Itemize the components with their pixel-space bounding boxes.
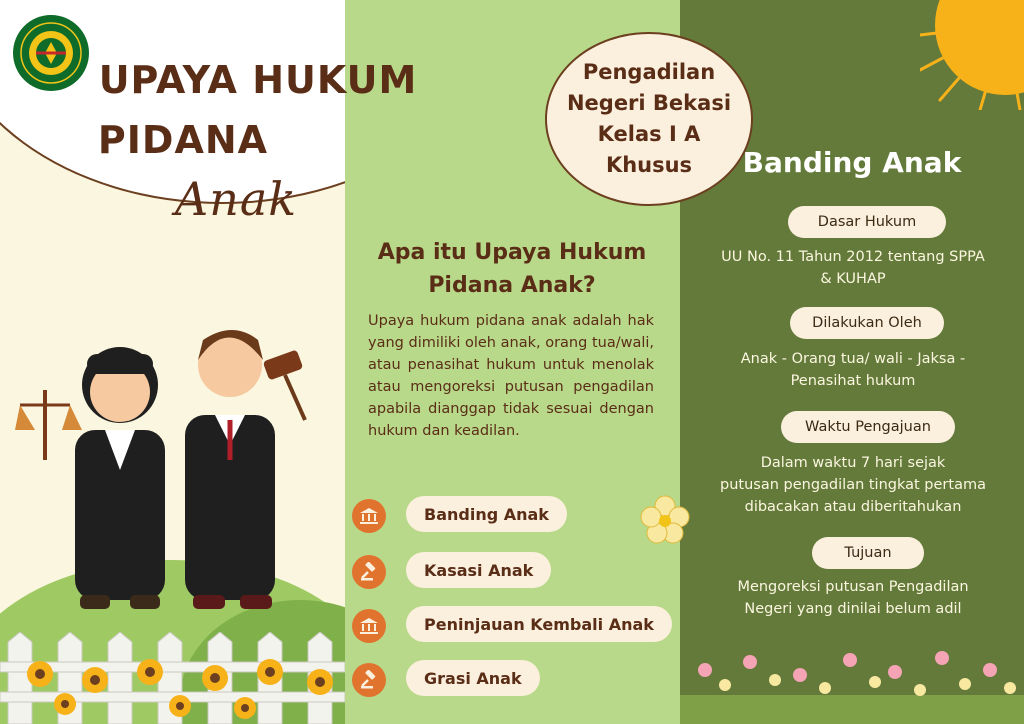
remedy-label: Kasasi Anak	[406, 552, 551, 588]
gavel-icon	[352, 555, 386, 589]
flower-icon	[640, 495, 690, 545]
page-title-line1: UPAYA HUKUM	[98, 58, 418, 102]
flower-garden	[680, 640, 1024, 724]
remedy-item-kasasi[interactable]	[352, 552, 652, 592]
lawyers-illustration	[15, 320, 325, 620]
page-title-line2: PIDANA	[97, 118, 269, 162]
fence-sunflowers	[0, 632, 345, 724]
remedy-label: Peninjauan Kembali Anak	[406, 606, 672, 642]
court-name-badge	[545, 32, 753, 206]
remedy-item-grasi[interactable]	[352, 660, 652, 700]
court-name: Pengadilan Negeri Bekasi Kelas I A Khusus	[566, 60, 732, 177]
section-label-purpose: Tujuan	[812, 537, 924, 569]
sun-icon	[920, 0, 1024, 110]
male-lawyer-figure	[185, 330, 305, 609]
courthouse-icon	[352, 499, 386, 533]
section-text-filing-time: Dalam waktu 7 hari sejak putusan pengadilan tingkat pertama dibacakan atau diberitahukan	[720, 455, 986, 515]
section-text-legal-basis: UU No. 11 Tahun 2012 tentang SPPA & KUHAP	[721, 249, 985, 287]
gavel-icon	[352, 663, 386, 697]
section-text-purpose: Mengoreksi putusan Pengadilan Negeri yang dinilai belum adil	[737, 579, 969, 617]
female-lawyer-figure	[15, 347, 165, 609]
section-label-filing-time: Waktu Pengajuan	[781, 411, 955, 443]
section-label-legal-basis: Dasar Hukum	[788, 206, 946, 238]
remedy-label: Banding Anak	[406, 496, 567, 532]
remedy-item-pk[interactable]	[352, 606, 652, 646]
section-text-filed-by: Anak - Orang tua/ wali - Jaksa - Penasihat hukum	[740, 351, 966, 389]
courthouse-icon	[352, 609, 386, 643]
section-label-filed-by: Dilakukan Oleh	[790, 307, 944, 339]
remedy-label: Grasi Anak	[406, 660, 540, 696]
intro-body: Upaya hukum pidana anak adalah hak yang dimiliki oleh anak, orang tua/wali, atau penasihat hukum untuk menolak atau mengoreksi putusan pengadilan apabila dianggap tidak sesuai dengan hukum dan keadilan.	[368, 313, 654, 439]
court-logo	[12, 14, 90, 92]
appeal-title: Banding Anak	[742, 146, 962, 179]
page-title-line3: Anak	[175, 172, 298, 226]
intro-heading: Apa itu Upaya Hukum Pidana Anak?	[377, 240, 647, 298]
remedy-item-banding[interactable]	[352, 496, 652, 536]
